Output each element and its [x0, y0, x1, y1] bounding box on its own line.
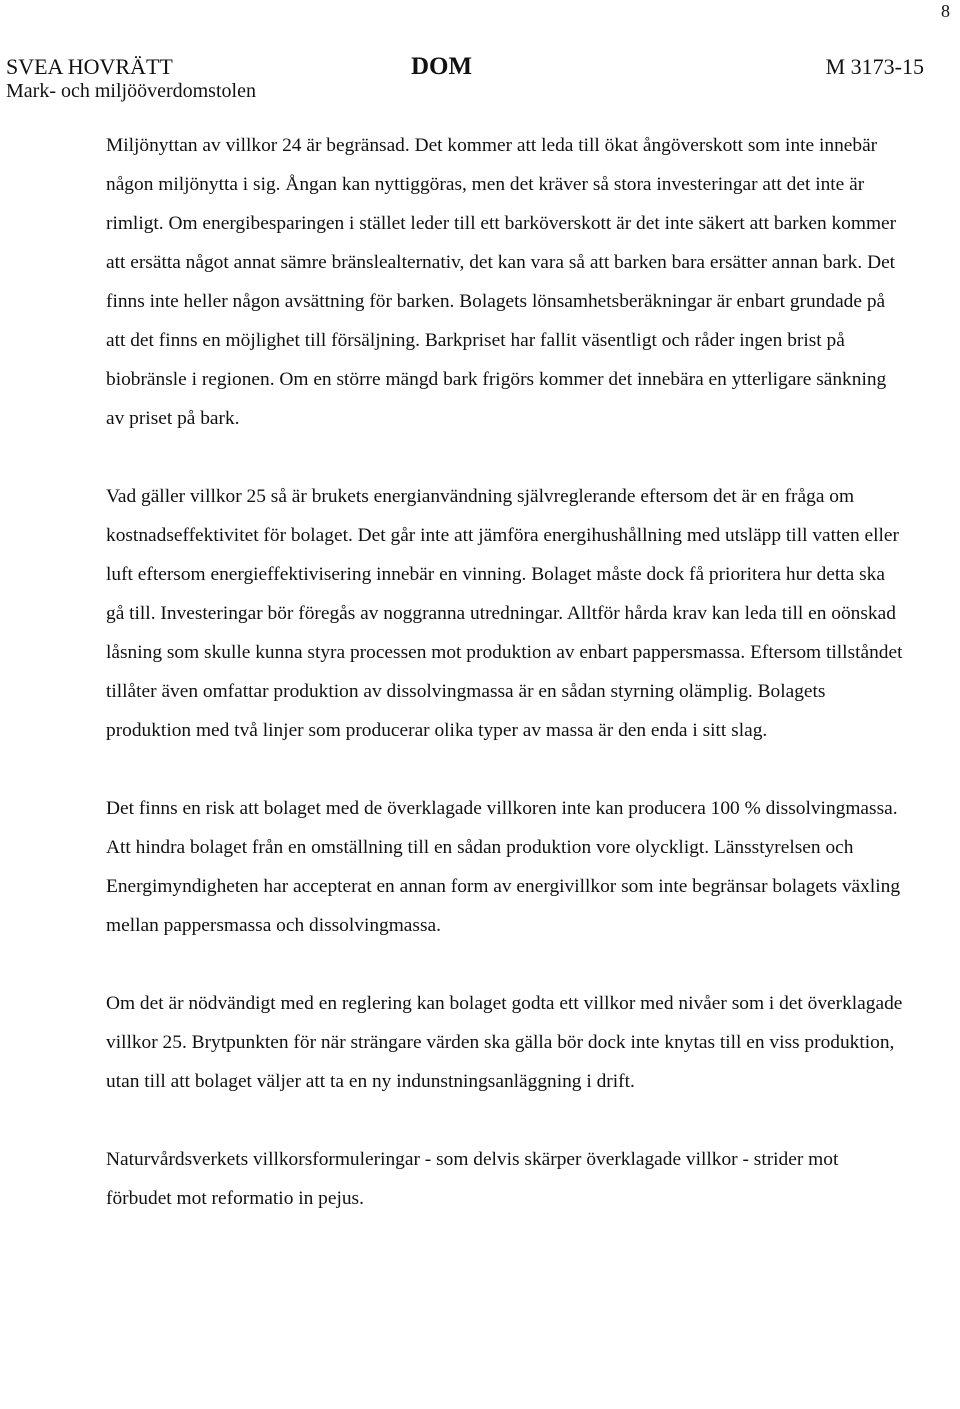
- paragraph: Det finns en risk att bolaget med de överklagade villkoren inte kan producera 100 % dissolvingmassa. Att hindra bolaget från en omställning till en sådan produktion vore olyckligt. Länsstyrelsen och Energimyndigheten har accepterat en annan form av energivillkor som inte begränsar bolagets växling mellan pappersmassa och dissolvingmassa.: [106, 798, 901, 936]
- court-subtitle: Mark- och miljööverdomstolen: [6, 80, 256, 102]
- case-number: M 3173-15: [825, 54, 924, 79]
- paragraph: Miljönyttan av villkor 24 är begränsad. Det kommer att leda till ökat ångöverskott som inte innebär någon miljönytta i sig. Ångan kan nyttiggöras, men det kräver så stora investeringar att det inte är rimligt. Om energibesparingen i stället leder till ett barköverskott är det inte säkert att barken kommer att ersätta något annat sämre bränslealternativ, det kan vara så att barken bara ersätter annan bark. Det finns inte heller någon avsättning för barken. Bolagets lönsamhetsberäkningar är enbart grundade på att det finns en möjlighet till försäljning. Barkpriset har fallit väsentligt och råder ingen brist på biobränsle i regionen. Om en större mängd bark frigörs kommer det innebära en ytterligare sänkning av priset på bark.: [106, 135, 897, 429]
- court-name: SVEA HOVRÄTT: [6, 54, 173, 79]
- paragraph: Naturvårdsverkets villkorsformuleringar - som delvis skärper överklagade villkor - strider mot förbudet mot reformatio in pejus.: [106, 1149, 839, 1209]
- paragraph: Om det är nödvändigt med en reglering kan bolaget godta ett villkor med nivåer som i det överklagade villkor 25. Brytpunkten för när strängare värden ska gälla bör dock inte knytas till en viss produktion, utan till att bolaget väljer att ta en ny indunstningsanläggning i drift.: [106, 993, 903, 1092]
- paragraph: Vad gäller villkor 25 så är brukets energianvändning självreglerande eftersom det är en fråga om kostnadseffektivitet för bolaget. Det går inte att jämföra energihushållning med utsläpp till vatten eller luft eftersom energieffektivisering innebär en vinning. Bolaget måste dock få prioritera hur detta ska gå till. Investeringar bör föregås av noggranna utredningar. Alltför hårda krav kan leda till en oönskad låsning som skulle kunna styra processen mot produktion av enbart pappersmassa. Eftersom tillståndet tillåter även omfattar produktion av dissolvingmassa är en sådan styrning olämplig. Bolagets produktion med två linjer som producerar olika typer av massa är den enda i sitt slag.: [106, 486, 903, 741]
- document-header: [6, 54, 924, 106]
- page-number: 8: [941, 1, 950, 21]
- document-type: DOM: [411, 53, 473, 80]
- document-body: [106, 126, 906, 1218]
